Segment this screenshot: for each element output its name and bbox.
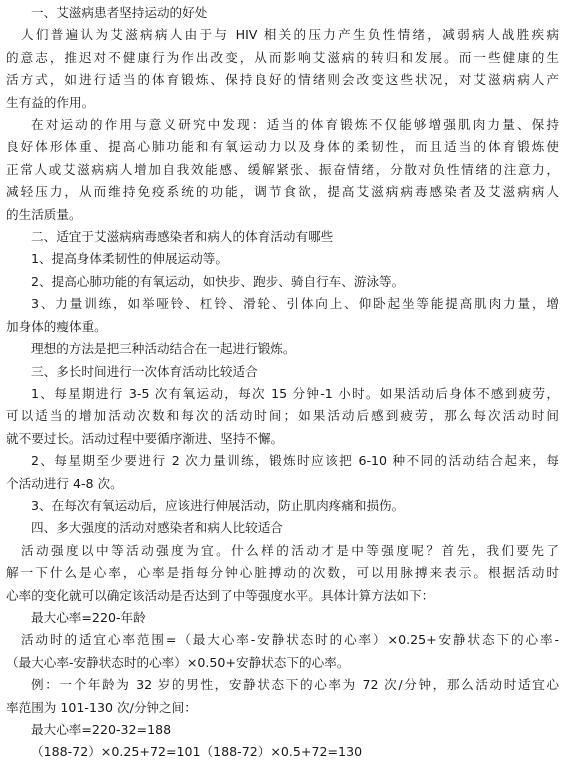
text-line: 最大心率=220-32=188 xyxy=(31,722,172,737)
text-line: 3、在每次有氧运动后，应该进行伸展活动，防止肌肉疼痛和损伤。 xyxy=(31,497,405,513)
text-line: 活方式，如进行适当的体育锻炼、保持良好的情绪则会改变这些状况，对艾滋病病人产 xyxy=(6,72,559,88)
text-line: 减轻压力，从而维持免疫系统的功能，调节食欲，提高艾滋病病毒感染者及艾滋病病人 xyxy=(6,184,559,200)
text-line: 在对运动的作用与意义研究中发现：适当的体育锻炼不仅能够增强肌肉力量、保持 xyxy=(31,117,559,133)
text-line: 三、多长时间进行一次体育活动比较适合 xyxy=(31,363,258,379)
text-line: 理想的方法是把三种活动结合在一起进行锻炼。 xyxy=(31,341,296,357)
text-line: 1、提高身体柔韧性的伸展运动等。 xyxy=(31,251,228,267)
text-line: 一、艾滋病患者坚持运动的好处 xyxy=(31,5,208,20)
text-line: 例：一个年龄为 32 岁的男性，安静状态下的心率为 72 次/分钟，那么活动时适宜心 xyxy=(31,677,559,693)
text-line: 1、每星期进行 3-5 次有氧运动，每次 15 分钟-1 小时。如果活动后身体不感到疲劳， xyxy=(31,385,559,401)
text-line: 加身体的瘦体重。 xyxy=(6,318,107,334)
text-line: 解一下什么是心率，心率是指每分钟心脏搏动的次数，可以用脉搏来表示。根据活动时 xyxy=(6,565,559,581)
text-line: 正常人或艾滋病病人增加自我效能感、缓解紧张、振奋情绪，分散对负性情绪的注意力， xyxy=(6,161,559,177)
text-line: 率范围为 101-130 次/分钟之间： xyxy=(6,699,197,715)
text-line: 四、多大强度的活动对感染者和病人比较适合 xyxy=(31,520,283,536)
text-line: 个活动进行 4-8 次。 xyxy=(6,475,123,491)
text-line: 的意志，推迟对不健康行为作出改变，从而影响艾滋病的转归和发展。而一些健康的生 xyxy=(6,49,559,65)
text-line: 人们普遍认为艾滋病病人由于与 HIV 相关的压力产生负性情绪，减弱病人战胜疾病 xyxy=(21,27,559,43)
text-line: 就不要过长。活动过程中要循序渐进、坚持不懈。 xyxy=(6,430,284,446)
text-line: （最大心率-安静状态时的心率）×0.50+安静状态下的心率。 xyxy=(6,654,350,670)
text-line: 活动强度以中等活动强度为宜。什么样的活动才是中等强度呢？首先，我们要先了 xyxy=(21,542,559,558)
text-line: 2、提高心肺功能的有氧运动，如快步、跑步、骑自行车、游泳等。 xyxy=(31,273,405,289)
text-line: 活动时的适宜心率范围=（最大心率-安静状态时的心率）×0.25+安静状态下的心率- xyxy=(21,632,559,648)
text-line: 良好体形体重、提高心肺功能和有氧运动力以及身体的柔韧性，而且适当的体育锻炼使 xyxy=(6,139,559,155)
text-line: 的生活质量。 xyxy=(6,206,82,222)
text-line: 3、力量训练，如举哑铃、杠铃、滑轮、引体向上、仰卧起坐等能提高肌肉力量，增 xyxy=(31,296,559,312)
text-line: 最大心率=220-年龄 xyxy=(31,609,146,625)
text-line: 生有益的作用。 xyxy=(6,94,95,110)
text-line: （188-72）×0.25+72=101（188-72）×0.5+72=130 xyxy=(31,744,363,760)
text-line: 心率的变化就可以确定该活动是否达到了中等强度水平。具体计算方法如下： xyxy=(6,587,435,603)
text-line: 二、适宜于艾滋病病毒感染者和病人的体育活动有哪些 xyxy=(31,229,334,245)
text-line: 2、每星期至少要进行 2 次力量训练，锻炼时应该把 6-10 种不同的活动结合起来，每 xyxy=(31,453,559,469)
text-line: 可以适当的增加活动次数和每次的活动时间；如果活动后感到疲劳，那么每次活动时间 xyxy=(6,408,559,424)
